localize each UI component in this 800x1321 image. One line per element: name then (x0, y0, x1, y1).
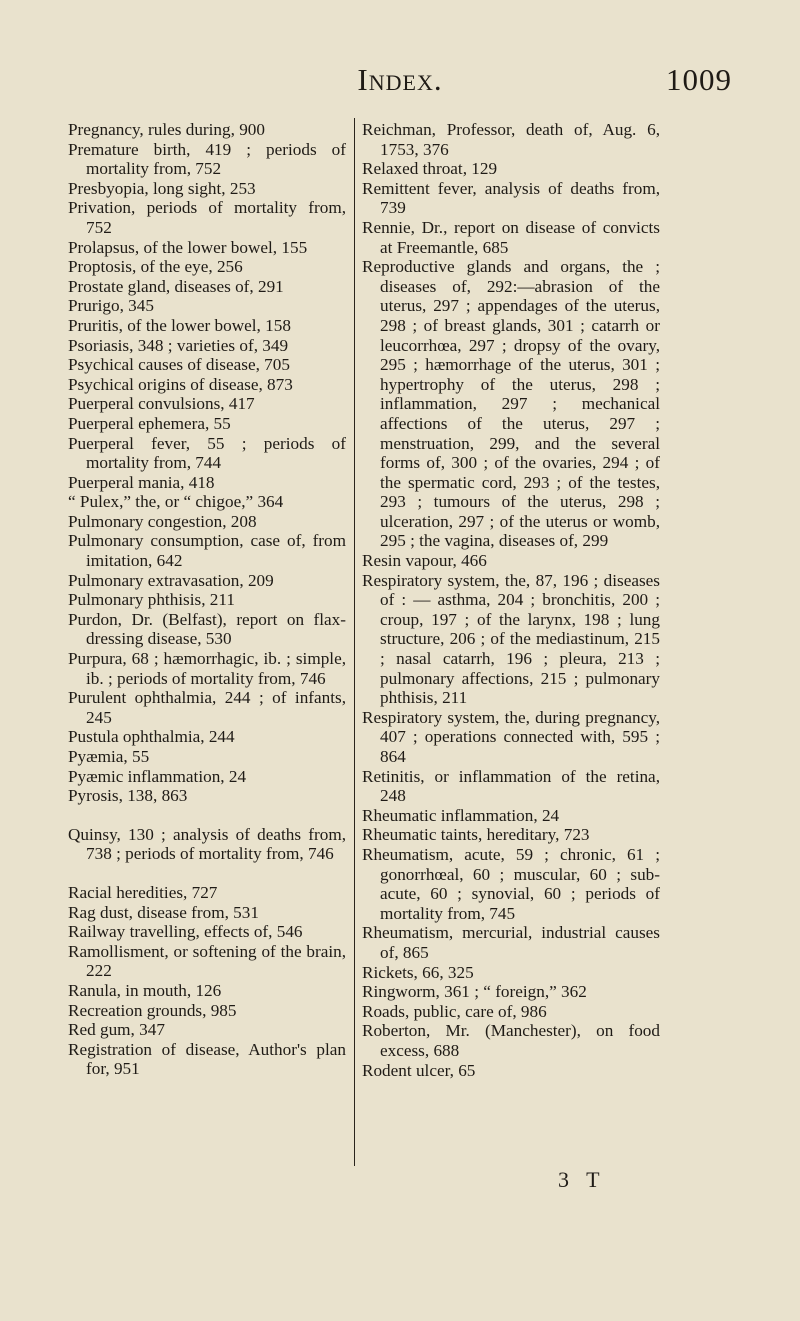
index-entry: Pustula ophthalmia, 244 (68, 727, 235, 747)
index-entry: Roads, public, care of, 986 (362, 1001, 547, 1021)
index-entry: Ranula, in mouth, 126 (68, 980, 222, 1000)
index-entry: Rodent ulcer, 65 (362, 1060, 476, 1080)
index-entry: Relaxed throat, 129 (362, 159, 498, 179)
index-entry: Privation, periods of mortality from, 752 (68, 198, 346, 237)
left-column (68, 120, 346, 1079)
index-entry: Purdon, Dr. (Belfast), report on flax-dressing disease, 530 (68, 609, 346, 649)
index-entry: Racial heredities, 727 (68, 882, 218, 902)
index-entry: Puerperal mania, 418 (68, 472, 215, 492)
page-header (0, 62, 800, 102)
index-entry: Puerperal ephemera, 55 (68, 413, 231, 433)
index-entry: Respiratory system, the, during pregnancy, 407 ; operations connected with, 595 ; 864 (362, 707, 660, 766)
index-entry: Remittent fever, analysis of deaths from, 739 (362, 178, 660, 218)
index-entry: Purulent ophthalmia, 244 ; of infants, 245 (68, 688, 346, 727)
index-entry: Rheumatism, acute, 59 ; chronic, 61 ; gonorrhœal, 60 ; muscular, 60 ; sub-acute, 60 ; synovial, 60 ; periods of mortality from, 745 (362, 844, 660, 923)
index-entry: Pyrosis, 138, 863 (68, 786, 188, 806)
index-entry: Resin vapour, 466 (362, 551, 487, 571)
index-entry: Pregnancy, rules during, 900 (68, 120, 265, 139)
index-entry: Prolapsus, of the lower bowel, 155 (68, 237, 308, 257)
index-entry: Presbyopia, long sight, 253 (68, 178, 256, 198)
index-entry: Prostate gland, diseases of, 291 (68, 276, 284, 296)
index-entry: Pyæmia, 55 (68, 747, 150, 766)
signature-mark: 3 T (558, 1167, 606, 1192)
index-entry: Psoriasis, 348 ; varieties of, 349 (68, 335, 289, 355)
page-number: 1009 (666, 62, 732, 97)
index-entry: Rheumatic taints, hereditary, 723 (362, 825, 590, 845)
index-entry: Rheumatism, mercurial, industrial causes of, 865 (362, 923, 660, 962)
index-entry: Rickets, 66, 325 (362, 962, 474, 982)
index-entry: Rennie, Dr., report on disease of convicts at Freemantle, 685 (362, 217, 660, 257)
index-entry: Pulmonary extravasation, 209 (68, 570, 274, 590)
index-entry: Roberton, Mr. (Manchester), on food excess, 688 (362, 1021, 660, 1060)
index-entry: Psychical origins of disease, 873 (68, 374, 293, 394)
index-entry: Puerperal convulsions, 417 (68, 394, 255, 414)
index-entry: Recreation grounds, 985 (68, 1000, 237, 1020)
index-entry: Purpura, 68 ; hæmorrhagic, ib. ; simple, ib. ; periods of mortality from, 746 (68, 649, 346, 688)
index-entry: Puerperal fever, 55 ; periods of mortality from, 744 (68, 433, 346, 473)
index-entry: Red gum, 347 (68, 1020, 165, 1040)
index-entry: Ringworm, 361 ; “ foreign,” 362 (362, 982, 587, 1002)
index-entry: Pulmonary congestion, 208 (68, 511, 257, 531)
index-entry: Quinsy, 130 ; analysis of deaths from, 738 ; periods of mortality from, 746 (68, 824, 346, 864)
index-entry: Rheumatic inflammation, 24 (362, 805, 560, 825)
index-entry: Pyæmic inflammation, 24 (68, 766, 247, 786)
index-entry: Ramollisment, or softening of the brain, 222 (68, 941, 346, 981)
index-entry: Rag dust, disease from, 531 (68, 902, 259, 922)
index-entry: Respiratory system, the, 87, 196 ; diseases of : — asthma, 204 ; bronchitis, 200 ; croup, 197 ; of the larynx, 198 ; lung structure, 206 ; of the mediastinum, 215 ; nasal catarrh, 196 ; pleura, 213 ; pulmonary affections, 215 ; pulmonary phthisis, 211 (362, 570, 660, 708)
index-entry: Pruritis, of the lower bowel, 158 (68, 315, 291, 335)
index-entry: Proptosis, of the eye, 256 (68, 257, 243, 277)
column-divider (354, 118, 355, 1166)
index-entry: Premature birth, 419 ; periods of mortality from, 752 (68, 139, 346, 179)
right-column (362, 120, 660, 1080)
index-entry: Reichman, Professor, death of, Aug. 6, 1753, 376 (362, 120, 660, 159)
index-entry: Reproductive glands and organs, the ; diseases of, 292:—abrasion of the uterus, 297 ; appendages of the uterus, 298 ; of breast glands, 301 ; catarrh or leucorrhœa, 297 ; dropsy of the ovary, 295 ; hæmorrhage of the uterus, 301 ; hypertrophy of the uterus, 298 ; inflammation, 297 ; mechanical affections of the uterus, 297 ; menstruation, 299, and the several forms of, 300 ; of the ovaries, 294 ; of the spermatic cord, 293 ; of the testes, 293 ; tumours of the uterus, 298 ; ulceration, 297 ; of the uterus or womb, 295 ; the vagina, diseases of, 299 (362, 257, 660, 551)
index-entry: “ Pulex,” the, or “ chigoe,” 364 (68, 492, 284, 512)
index-entry: Psychical causes of disease, 705 (68, 355, 290, 375)
index-entry: Railway travelling, effects of, 546 (68, 922, 303, 942)
index-entry: Pulmonary consumption, case of, from imitation, 642 (68, 531, 346, 571)
index-entry: Retinitis, or inflammation of the retina, 248 (362, 766, 660, 806)
index-entry: Registration of disease, Author's plan for, 951 (68, 1039, 346, 1079)
page-title: Index. (357, 62, 443, 97)
index-entry: Prurigo, 345 (68, 296, 154, 316)
index-entry: Pulmonary phthisis, 211 (68, 590, 235, 610)
